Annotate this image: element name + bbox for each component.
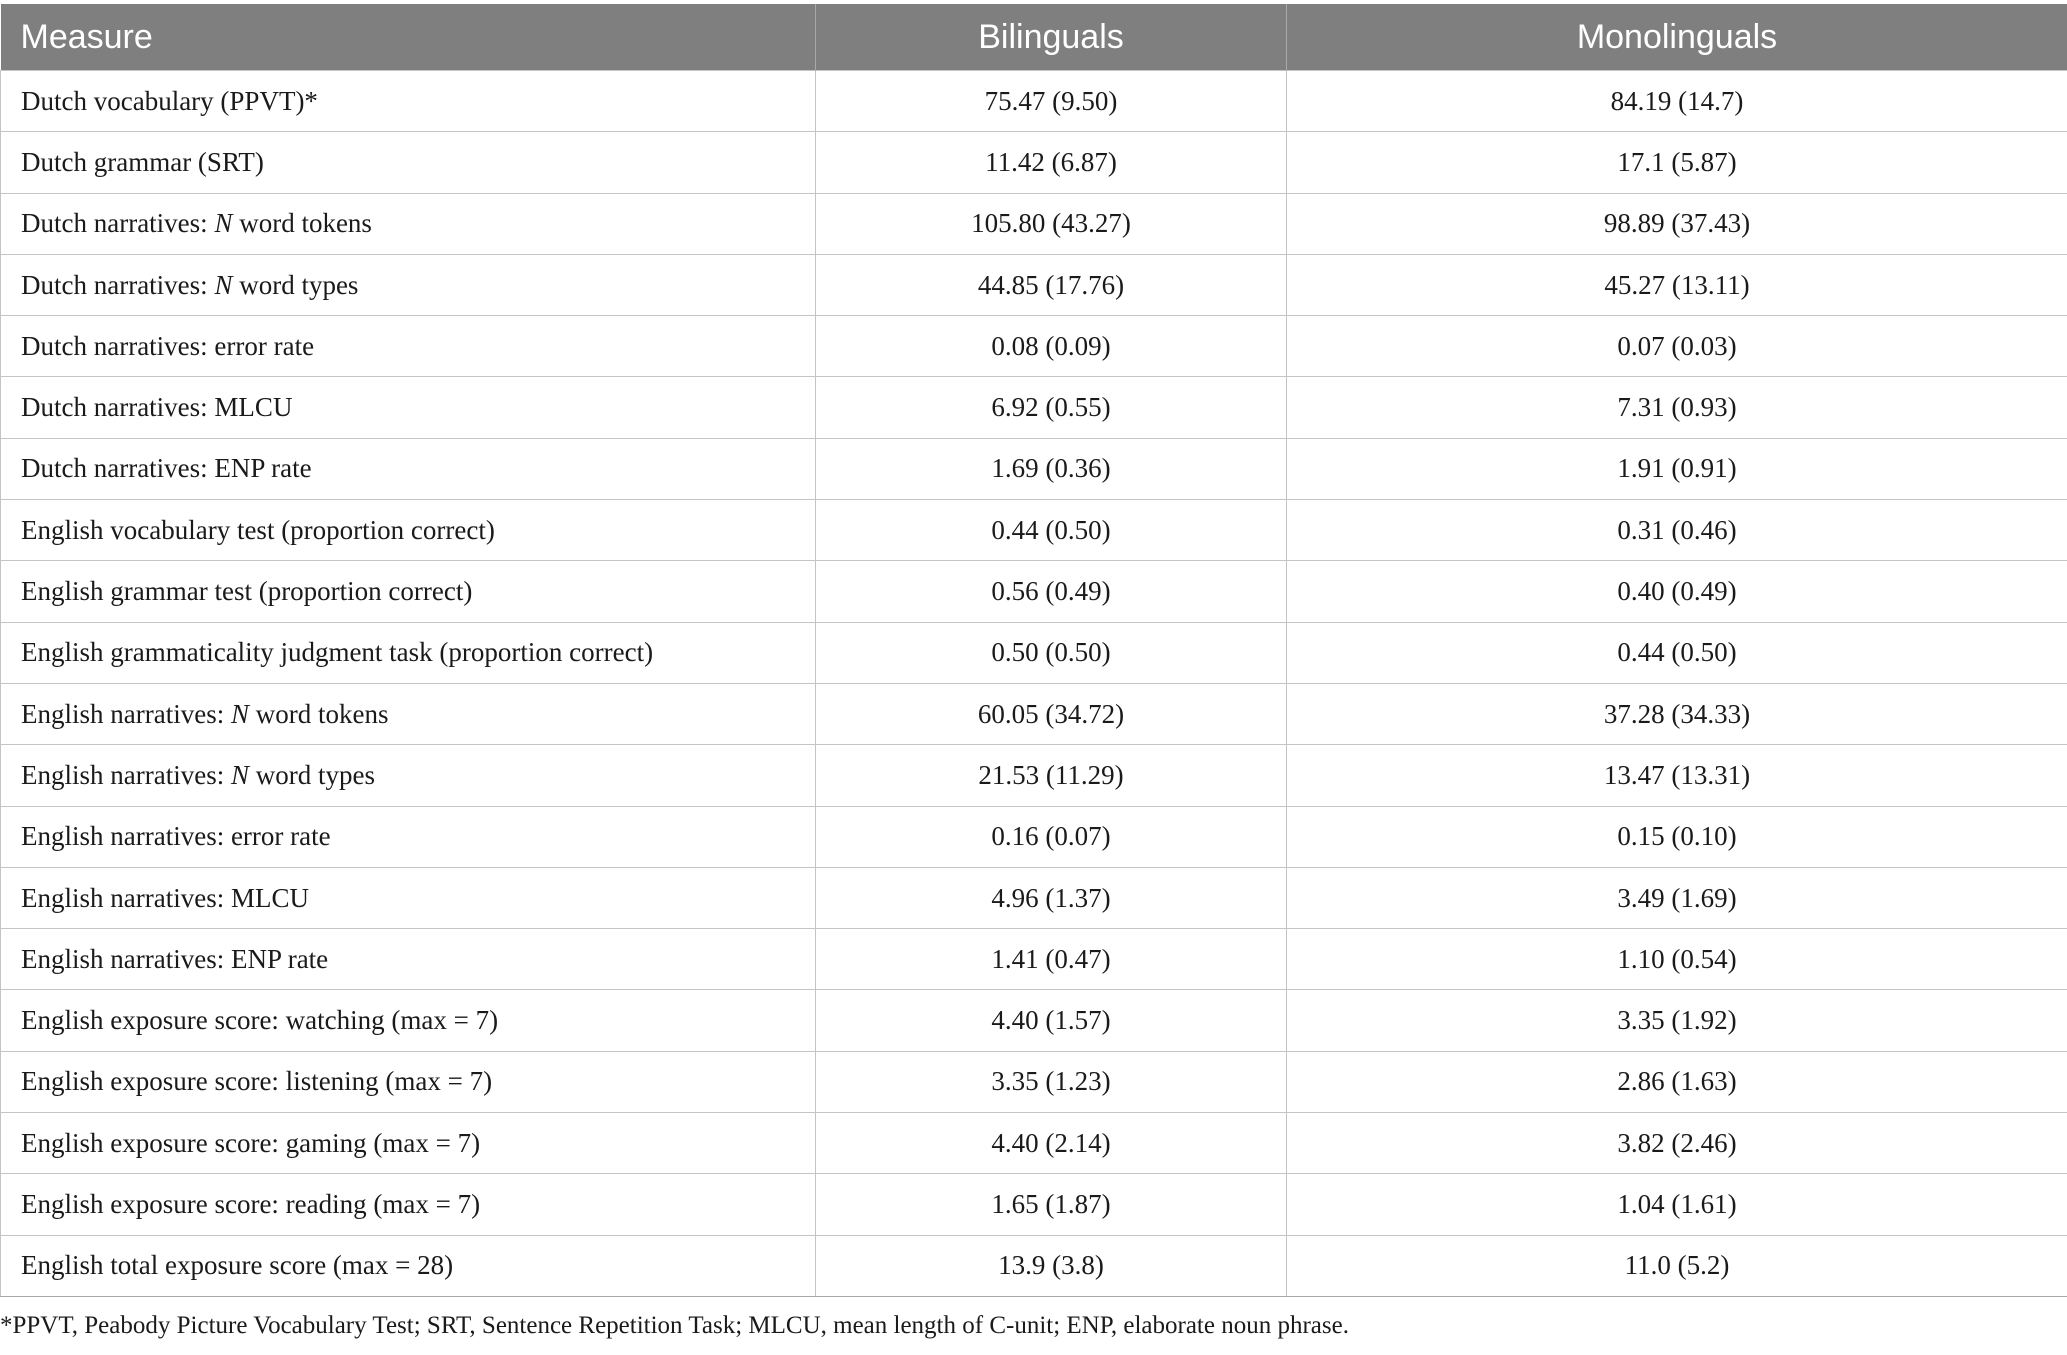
cell-bilinguals: 1.69 (0.36) (816, 438, 1287, 499)
cell-monolinguals: 0.44 (0.50) (1287, 622, 2067, 683)
measure-text: English narratives: error rate (21, 821, 331, 852)
cell-bilinguals: 0.56 (0.49) (816, 561, 1287, 622)
measure-text: English exposure score: listening (max = 7) (21, 1066, 493, 1097)
cell-bilinguals: 44.85 (17.76) (816, 254, 1287, 315)
cell-bilinguals: 4.40 (2.14) (816, 1113, 1287, 1174)
cell-monolinguals: 3.35 (1.92) (1287, 990, 2067, 1051)
cell-bilinguals: 4.96 (1.37) (816, 867, 1287, 928)
cell-monolinguals: 1.04 (1.61) (1287, 1174, 2067, 1235)
cell-monolinguals: 7.31 (0.93) (1287, 377, 2067, 438)
measure-text: English exposure score: reading (max = 7) (21, 1188, 481, 1219)
cell-measure (1, 867, 816, 928)
cell-monolinguals: 2.86 (1.63) (1287, 1051, 2067, 1112)
measures-table (0, 4, 2067, 1297)
header-measure: Measure (1, 4, 816, 71)
data-table-container (0, 4, 2067, 1297)
measure-text-suffix: word tokens (232, 208, 372, 239)
cell-bilinguals: 1.41 (0.47) (816, 929, 1287, 990)
table-row (1, 806, 2067, 867)
cell-measure (1, 1051, 816, 1112)
table-row (1, 254, 2067, 315)
cell-bilinguals: 6.92 (0.55) (816, 377, 1287, 438)
cell-measure (1, 254, 816, 315)
cell-bilinguals: 4.40 (1.57) (816, 990, 1287, 1051)
measure-italic-symbol: N (214, 208, 233, 239)
cell-monolinguals: 11.0 (5.2) (1287, 1235, 2067, 1296)
cell-monolinguals: 45.27 (13.11) (1287, 254, 2067, 315)
cell-monolinguals: 84.19 (14.7) (1287, 71, 2067, 132)
table-row (1, 990, 2067, 1051)
measure-text: Dutch narratives: ENP rate (21, 453, 312, 484)
table-row (1, 377, 2067, 438)
measure-text: Dutch narratives: (21, 269, 215, 300)
table-row (1, 683, 2067, 744)
table-row (1, 929, 2067, 990)
table-row (1, 867, 2067, 928)
cell-bilinguals: 21.53 (11.29) (816, 745, 1287, 806)
cell-monolinguals: 1.10 (0.54) (1287, 929, 2067, 990)
table-row (1, 71, 2067, 132)
header-monolinguals: Monolinguals (1287, 4, 2067, 71)
cell-bilinguals: 75.47 (9.50) (816, 71, 1287, 132)
cell-monolinguals: 3.49 (1.69) (1287, 867, 2067, 928)
cell-measure (1, 316, 816, 377)
measure-text: English vocabulary test (proportion correct) (21, 514, 495, 545)
header-bilinguals: Bilinguals (816, 4, 1287, 71)
measure-text: English grammaticality judgment task (proportion correct) (21, 637, 654, 668)
table-row (1, 622, 2067, 683)
table-row (1, 500, 2067, 561)
cell-measure (1, 1174, 816, 1235)
cell-measure (1, 132, 816, 193)
cell-measure (1, 193, 816, 254)
cell-measure (1, 990, 816, 1051)
cell-measure (1, 683, 816, 744)
measure-text: English exposure score: watching (max = 7) (21, 1005, 499, 1036)
cell-monolinguals: 0.31 (0.46) (1287, 500, 2067, 561)
measure-text: English total exposure score (max = 28) (21, 1250, 454, 1281)
measure-text: English narratives: (21, 698, 231, 729)
cell-monolinguals: 98.89 (37.43) (1287, 193, 2067, 254)
measure-text: Dutch vocabulary (PPVT)* (21, 85, 318, 116)
cell-measure (1, 806, 816, 867)
cell-monolinguals: 17.1 (5.87) (1287, 132, 2067, 193)
measure-text: English narratives: ENP rate (21, 943, 329, 974)
cell-measure (1, 500, 816, 561)
table-row (1, 193, 2067, 254)
measure-text: Dutch grammar (SRT) (21, 146, 264, 177)
header-row (1, 4, 2067, 71)
cell-monolinguals: 13.47 (13.31) (1287, 745, 2067, 806)
cell-bilinguals: 1.65 (1.87) (816, 1174, 1287, 1235)
cell-bilinguals: 0.44 (0.50) (816, 500, 1287, 561)
measure-text: English grammar test (proportion correct) (21, 576, 473, 607)
measure-text: English narratives: MLCU (21, 882, 309, 913)
cell-monolinguals: 37.28 (34.33) (1287, 683, 2067, 744)
measure-text: Dutch narratives: MLCU (21, 392, 293, 423)
cell-measure (1, 1235, 816, 1296)
cell-bilinguals: 60.05 (34.72) (816, 683, 1287, 744)
cell-bilinguals: 3.35 (1.23) (816, 1051, 1287, 1112)
table-header (1, 4, 2067, 71)
cell-bilinguals: 13.9 (3.8) (816, 1235, 1287, 1296)
cell-measure (1, 561, 816, 622)
cell-measure (1, 377, 816, 438)
table-row (1, 1113, 2067, 1174)
cell-monolinguals: 3.82 (2.46) (1287, 1113, 2067, 1174)
cell-monolinguals: 0.07 (0.03) (1287, 316, 2067, 377)
cell-monolinguals: 1.91 (0.91) (1287, 438, 2067, 499)
measure-text: Dutch narratives: error rate (21, 330, 315, 361)
table-body (1, 71, 2067, 1297)
table-row (1, 438, 2067, 499)
measure-italic-symbol: N (230, 759, 249, 790)
table-row (1, 1174, 2067, 1235)
cell-measure (1, 745, 816, 806)
measure-text-suffix: word tokens (248, 698, 389, 729)
measure-italic-symbol: N (230, 698, 249, 729)
cell-monolinguals: 0.15 (0.10) (1287, 806, 2067, 867)
cell-bilinguals: 105.80 (43.27) (816, 193, 1287, 254)
table-row (1, 745, 2067, 806)
table-row (1, 561, 2067, 622)
measure-text-suffix: word types (248, 759, 375, 790)
cell-measure (1, 622, 816, 683)
cell-measure (1, 929, 816, 990)
measure-text-suffix: word types (232, 269, 359, 300)
cell-measure (1, 71, 816, 132)
measure-text: English exposure score: gaming (max = 7) (21, 1127, 481, 1158)
table-row (1, 1051, 2067, 1112)
cell-monolinguals: 0.40 (0.49) (1287, 561, 2067, 622)
cell-bilinguals: 0.50 (0.50) (816, 622, 1287, 683)
cell-bilinguals: 0.08 (0.09) (816, 316, 1287, 377)
table-footnote: *PPVT, Peabody Picture Vocabulary Test; SRT, Sentence Repetition Task; MLCU, mean length of C-unit; ENP, elaborate noun phrase. (0, 1312, 1349, 1339)
cell-measure (1, 1113, 816, 1174)
measure-text: English narratives: (21, 759, 231, 790)
cell-bilinguals: 11.42 (6.87) (816, 132, 1287, 193)
table-row (1, 316, 2067, 377)
table-row (1, 132, 2067, 193)
cell-bilinguals: 0.16 (0.07) (816, 806, 1287, 867)
table-row (1, 1235, 2067, 1296)
measure-italic-symbol: N (214, 269, 233, 300)
measure-text: Dutch narratives: (21, 208, 215, 239)
cell-measure (1, 438, 816, 499)
